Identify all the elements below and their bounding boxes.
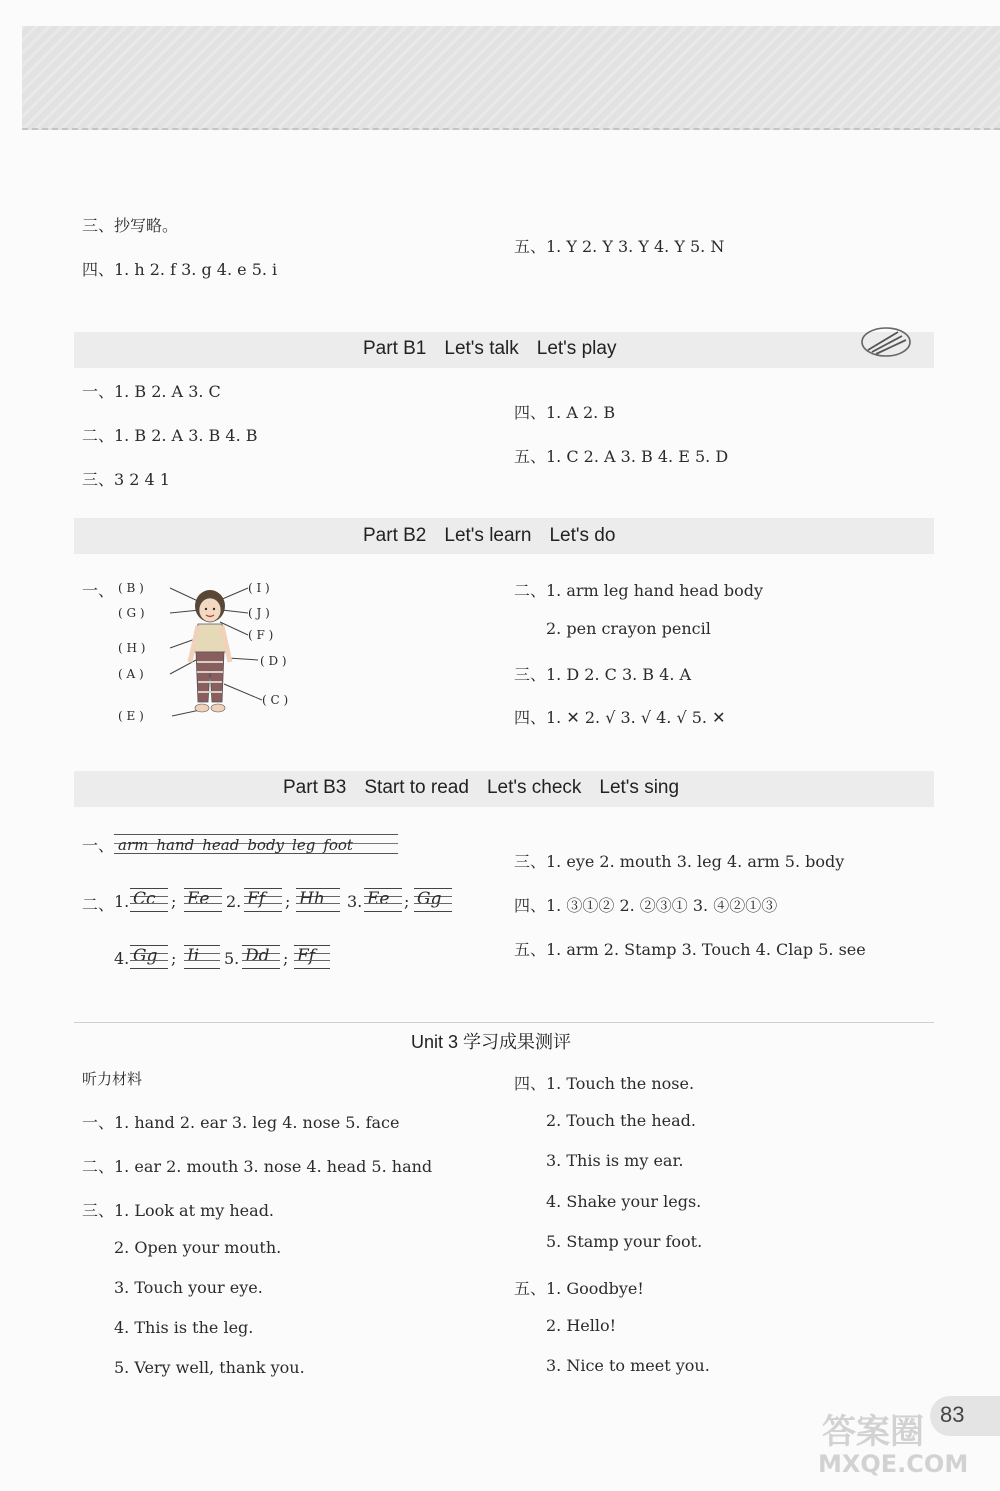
letter-box: Dd [242, 945, 280, 969]
item-number: 4. [114, 949, 130, 968]
b3-section-2-prefix: 二、 [82, 895, 115, 914]
section-title-b2: Part B2 Let's learn Let's do [363, 525, 616, 546]
b2-section-2-line2: 2. pen crayon pencil [546, 619, 711, 638]
letter-box: Hh [296, 888, 340, 912]
b1-section-2: 二、1. B 2. A 3. B 4. B [82, 426, 258, 445]
unit3-section-4-item: 2. Touch the head. [546, 1111, 696, 1130]
letter-box: Ff [294, 945, 330, 969]
unit3-title: Unit 3 学习成果测评 [411, 1032, 572, 1052]
watermark-logo: 答案圈 [822, 1412, 924, 1452]
watermark-url: MXQE.COM [818, 1450, 969, 1478]
separator: ; [283, 949, 289, 968]
body-label: ( I ) [248, 581, 270, 595]
body-label: ( D ) [260, 654, 287, 668]
b1-section-5: 五、1. C 2. A 3. B 4. E 5. D [514, 447, 729, 466]
pencil-logo-icon [858, 322, 914, 362]
separator: ; [404, 892, 410, 911]
b2-section-1-prefix: 一、 [82, 581, 115, 600]
answer-section-4: 四、1. h 2. f 3. g 4. e 5. i [82, 260, 278, 279]
section-title-b1: Part B1 Let's talk Let's play [363, 338, 617, 359]
page-number: 83 [940, 1402, 965, 1427]
unit3-section-1: 一、1. hand 2. ear 3. leg 4. nose 5. face [82, 1113, 400, 1132]
letter-box: Gg [130, 945, 168, 969]
b3-section-5: 五、1. arm 2. Stamp 3. Touch 4. Clap 5. see [514, 940, 866, 959]
body-label: ( A ) [118, 667, 144, 681]
unit3-section-5-item: 五、1. Goodbye! [514, 1279, 644, 1298]
body-label: ( C ) [262, 693, 289, 707]
separator: ; [171, 892, 177, 911]
b2-section-4: 四、1. ✕ 2. √ 3. √ 4. √ 5. ✕ [514, 708, 726, 727]
body-label: ( F ) [248, 628, 274, 642]
answer-section-3: 三、抄写略。 [82, 216, 179, 235]
b1-section-3: 三、3 2 4 1 [82, 470, 170, 489]
unit3-section-3-item: 3. Touch your eye. [114, 1278, 263, 1297]
unit3-section-4-item: 四、1. Touch the nose. [514, 1074, 695, 1093]
separator: ; [171, 949, 177, 968]
body-label: ( E ) [118, 709, 144, 723]
girl-figure-illustration [150, 580, 280, 725]
body-label: ( J ) [248, 606, 270, 620]
section-title-b3: Part B3 Start to read Let's check Let's sing [283, 777, 680, 798]
handwriting-line: arm hand head body leg foot [114, 834, 398, 854]
letter-box: Cc [130, 888, 168, 912]
b2-section-2-line1: 二、1. arm leg hand head body [514, 581, 763, 600]
body-label: ( B ) [118, 581, 144, 595]
unit3-section-5-item: 2. Hello! [546, 1316, 617, 1335]
listening-material-title: 听力材料 [82, 1070, 143, 1088]
b3-section-3: 三、1. eye 2. mouth 3. leg 4. arm 5. body [514, 852, 845, 871]
letter-box: Ff [244, 888, 282, 912]
letter-box: Ee [364, 888, 402, 912]
separator: ; [285, 892, 291, 911]
unit3-section-5-item: 3. Nice to meet you. [546, 1356, 710, 1375]
item-number: 2. [226, 892, 242, 911]
b3-section-4: 四、1. ③①② 2. ②③① 3. ④②①③ [514, 896, 778, 915]
body-label: ( H ) [118, 641, 146, 655]
letter-box: Gg [414, 888, 452, 912]
unit3-section-3-item: 三、1. Look at my head. [82, 1201, 275, 1220]
answer-section-5: 五、1. Y 2. Y 3. Y 4. Y 5. N [514, 237, 725, 256]
unit3-section-4-item: 4. Shake your legs. [546, 1192, 702, 1211]
item-number: 1. [114, 892, 130, 911]
b1-section-4: 四、1. A 2. B [514, 403, 616, 422]
unit3-section-3-item: 4. This is the leg. [114, 1318, 254, 1337]
b2-section-3: 三、1. D 2. C 3. B 4. A [514, 665, 692, 684]
b1-section-1: 一、1. B 2. A 3. C [82, 382, 221, 401]
letter-box: Ee [184, 888, 222, 912]
unit3-section-3-item: 2. Open your mouth. [114, 1238, 282, 1257]
letter-box: Ii [184, 945, 220, 969]
unit3-section-4-item: 3. This is my ear. [546, 1151, 684, 1170]
divider [74, 1022, 934, 1023]
item-number: 5. [224, 949, 240, 968]
item-number: 3. [347, 892, 363, 911]
body-label: ( G ) [118, 606, 145, 620]
unit3-section-2: 二、1. ear 2. mouth 3. nose 4. head 5. hand [82, 1157, 433, 1176]
header-band [22, 26, 1000, 130]
unit3-section-3-item: 5. Very well, thank you. [114, 1358, 305, 1377]
b3-section-1-prefix: 一、 [82, 836, 115, 855]
unit3-section-4-item: 5. Stamp your foot. [546, 1232, 703, 1251]
